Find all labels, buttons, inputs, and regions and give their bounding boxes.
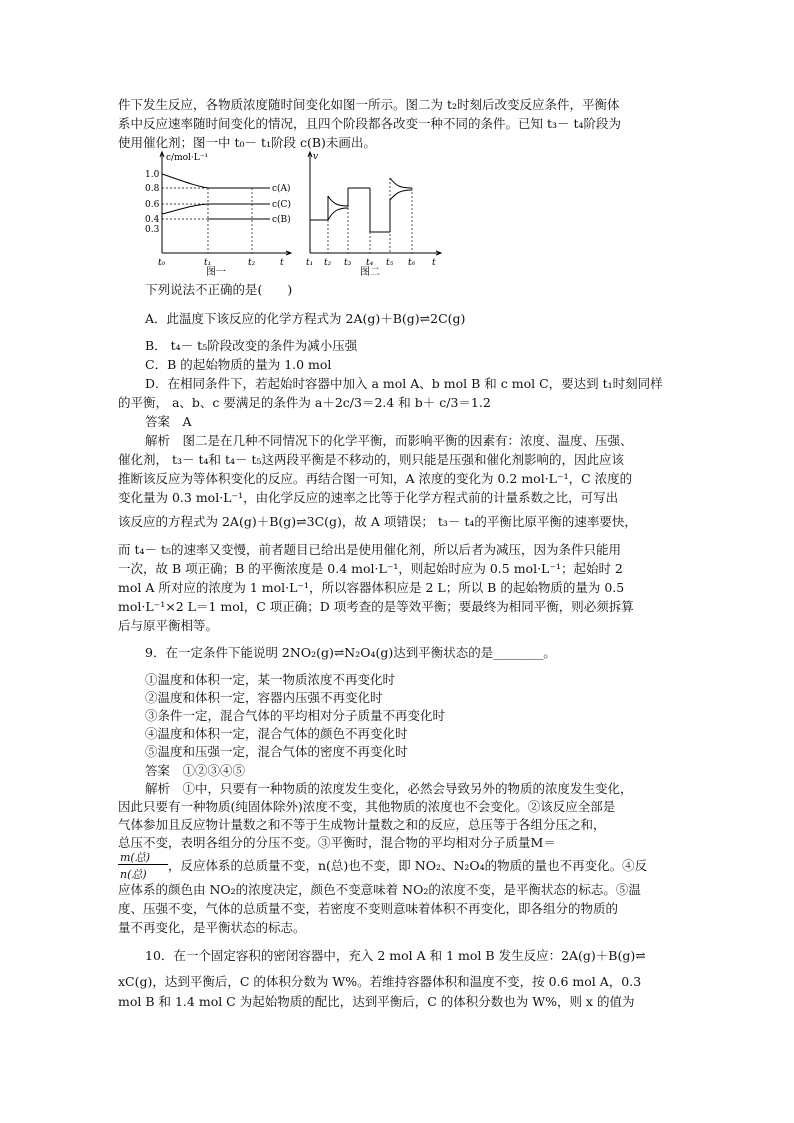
figure-1-concentration-time bbox=[140, 148, 300, 276]
q8-explanation-9: mol·L⁻¹×2 L＝1 mol，C 项正确；D 项考查的是等效平衡；要最终为相同平衡，则必须拆算 bbox=[118, 599, 634, 614]
q10-line-3: mol B 和 1.4 mol C 为起始物质的配比，达到平衡后，C 的体积分数也为 W%，则 x 的值为 bbox=[118, 994, 635, 1009]
q10-line-1: 10．在一个固定容积的密闭容器中，充入 2 mol A 和 1 mol B 发生反应：2A(g)＋B(g)⇌ bbox=[145, 948, 646, 963]
q9-explanation-6: 应体系的颜色由 NO₂的浓度决定，颜色不变意味着 NO₂的浓度不变，是平衡状态的标志。⑤温 bbox=[118, 882, 641, 897]
fig1-ytick-2: 0.8 bbox=[145, 184, 160, 194]
q8-explanation-2: 催化剂， t₃－ t₄和 t₄－ t₅这两段平衡是不移动的，则只能是压强和催化剂影响的，因此应该 bbox=[118, 452, 625, 467]
fig2-xtick-t6: t₆ bbox=[408, 258, 416, 268]
fig1-ytick-4: 0.4 bbox=[145, 215, 160, 225]
fig2-caption: 图二 bbox=[360, 267, 380, 276]
q9-option-4: ④温度和体积一定，混合气体的颜色不再变化时 bbox=[145, 726, 408, 741]
fig2-xtick-t2: t₂ bbox=[324, 258, 332, 268]
q8-option-b: B． t₄－ t₅阶段改变的条件为减小压强 bbox=[145, 338, 358, 353]
fig2-xtick-t3: t₃ bbox=[344, 258, 352, 268]
fig1-ytick-1: 1.0 bbox=[145, 170, 160, 180]
q9-fraction-denominator: n(总) bbox=[120, 868, 147, 881]
fig1-ytick-3: 0.6 bbox=[145, 200, 160, 210]
q9-explanation-5: ，反应体系的总质量不变，n(总)也不变，即 NO₂、N₂O₄的物质的量也不再变化。④反 bbox=[168, 858, 648, 873]
q8-explanation-8: mol A 所对应的浓度为 1 mol·L⁻¹，所以容器体积应是 2 L；所以 B 的起始物质的量为 0.5 bbox=[118, 580, 625, 595]
q8-explanation-4: 变化量为 0.3 mol·L⁻¹，由化学反应的速率之比等于化学方程式前的计量系数之比，可写出 bbox=[118, 490, 619, 505]
fig2-xtick-t5: t₅ bbox=[386, 258, 394, 268]
q9-explanation-1: 解析 ①中，只要有一种物质的浓度发生变化，必然会导致另外的物质的浓度发生变化， bbox=[145, 781, 633, 796]
q9-option-1: ①温度和体积一定，某一物质浓度不再变化时 bbox=[145, 672, 396, 687]
fig1-xtick-t2: t₂ bbox=[248, 258, 256, 268]
intro-line-3: 使用催化剂；图一中 t₀－ t₁阶段 c(B)未画出。 bbox=[118, 135, 376, 150]
fig1-ytick-5: 0.3 bbox=[145, 225, 160, 235]
q10-line-2: xC(g)，达到平衡后，C 的体积分数为 W%。若维持容器体积和温度不变，按 0.6 mol A，0.3 bbox=[118, 974, 642, 989]
q9-option-3: ③条件一定，混合气体的平均相对分子质量不再变化时 bbox=[145, 708, 446, 723]
fig1-curve-b-label: c(B) bbox=[272, 215, 291, 225]
q9-answer: 答案 ①②③④⑤ bbox=[145, 763, 246, 778]
q8-stem: 下列说法不正确的是( ) bbox=[145, 282, 293, 297]
q8-option-a: A．此温度下该反应的化学方程式为 2A(g)＋B(g)⇌2C(g) bbox=[145, 311, 466, 326]
q8-option-c: C．B 的起始物质的量为 1.0 mol bbox=[145, 357, 332, 372]
fig1-xtick-t0: t₀ bbox=[158, 258, 166, 268]
q8-explanation-7: 一次，故 B 项正确；B 的平衡浓度是 0.4 mol·L⁻¹，则起始时应为 0.5 mol·L⁻¹；起始时 2 bbox=[118, 561, 623, 576]
fig2-ylabel: v bbox=[313, 152, 319, 162]
q8-explanation-3: 推断该反应为等体积变化的反应。再结合图一可知，A 浓度的变化为 0.2 mol·L⁻¹，C 浓度的 bbox=[118, 471, 633, 486]
fig2-xtick-t4: t₄ bbox=[366, 258, 374, 268]
fig1-xtick-t: t bbox=[280, 258, 284, 268]
q9-option-2: ②温度和体积一定，容器内压强不再变化时 bbox=[145, 690, 383, 705]
fig1-ylabel: c/mol·L⁻¹ bbox=[166, 153, 209, 163]
q8-explanation-6: 而 t₄－ t₅的速率又变慢，前者题目已给出是使用催化剂，所以后者为减压，因为条件只能用 bbox=[118, 542, 622, 557]
fig1-curve-c-label: c(C) bbox=[272, 200, 291, 210]
intro-line-1: 件下发生反应，各物质浓度随时间变化如图一所示。图二为 t₂时刻后改变反应条件，平衡体 bbox=[118, 97, 620, 112]
fig1-caption: 图一 bbox=[206, 267, 226, 276]
q9-explanation-2: 因此只要有一种物质(纯固体除外)浓度不变，其他物质的浓度也不会变化。②该反应全部是 bbox=[118, 799, 616, 814]
fig1-curve-a-label: c(A) bbox=[272, 184, 291, 194]
q8-explanation-1: 解析 图二是在几种不同情况下的化学平衡，而影响平衡的因素有：浓度、温度、压强、 bbox=[145, 433, 633, 448]
fig2-xtick-t: t bbox=[432, 258, 436, 268]
q9-fraction-numerator: m(总) bbox=[120, 851, 151, 864]
q9-explanation-7: 度、压强不变，气体的总质量不变，若密度不变则意味着体积不再变化，即各组分的物质的 bbox=[118, 901, 619, 916]
q8-explanation-10: 后与原平衡相等。 bbox=[118, 618, 219, 633]
q8-answer: 答案 A bbox=[145, 414, 192, 429]
q9-explanation-3: 气体参加且反应物计量数之和不等于生成物计量数之和的反应，总压等于各组分压之和， bbox=[118, 817, 606, 832]
q9-explanation-4: 总压不变，表明各组分的分压不变。③平衡时，混合物的平均相对分子质量M＝ bbox=[118, 835, 556, 850]
q8-option-d-line-2: 的平衡， a、b、c 要满足的条件为 a＋2c/3＝2.4 和 b＋ c/3＝1.2 bbox=[118, 395, 491, 410]
intro-line-2: 系中反应速率随时间变化的情况，且四个阶段都各改变一种不同的条件。已知 t₃－ t₄阶段为 bbox=[118, 116, 622, 131]
q8-explanation-5: 该反应的方程式为 2A(g)＋B(g)⇌3C(g)，故 A 项错误； t₃－ t₄的平衡比原平衡的速率要快， bbox=[118, 514, 637, 529]
q9-stem: 9．在一定条件下能说明 2NO₂(g)⇌N₂O₄(g)达到平衡状态的是________。 bbox=[145, 645, 556, 660]
q9-fraction-bar bbox=[118, 864, 168, 865]
q9-explanation-8: 量不再变化，是平衡状态的标志。 bbox=[118, 920, 306, 935]
q9-option-5: ⑤温度和压强一定，混合气体的密度不再变化时 bbox=[145, 744, 408, 759]
q8-option-d-line-1: D．在相同条件下，若起始时容器中加入 a mol A、b mol B 和 c mol C，要达到 t₁时刻同样 bbox=[145, 376, 663, 391]
figure-2-rate-time bbox=[300, 148, 450, 276]
fig1-xtick-t1: t₁ bbox=[204, 258, 212, 268]
fig2-xtick-t1: t₁ bbox=[306, 258, 314, 268]
